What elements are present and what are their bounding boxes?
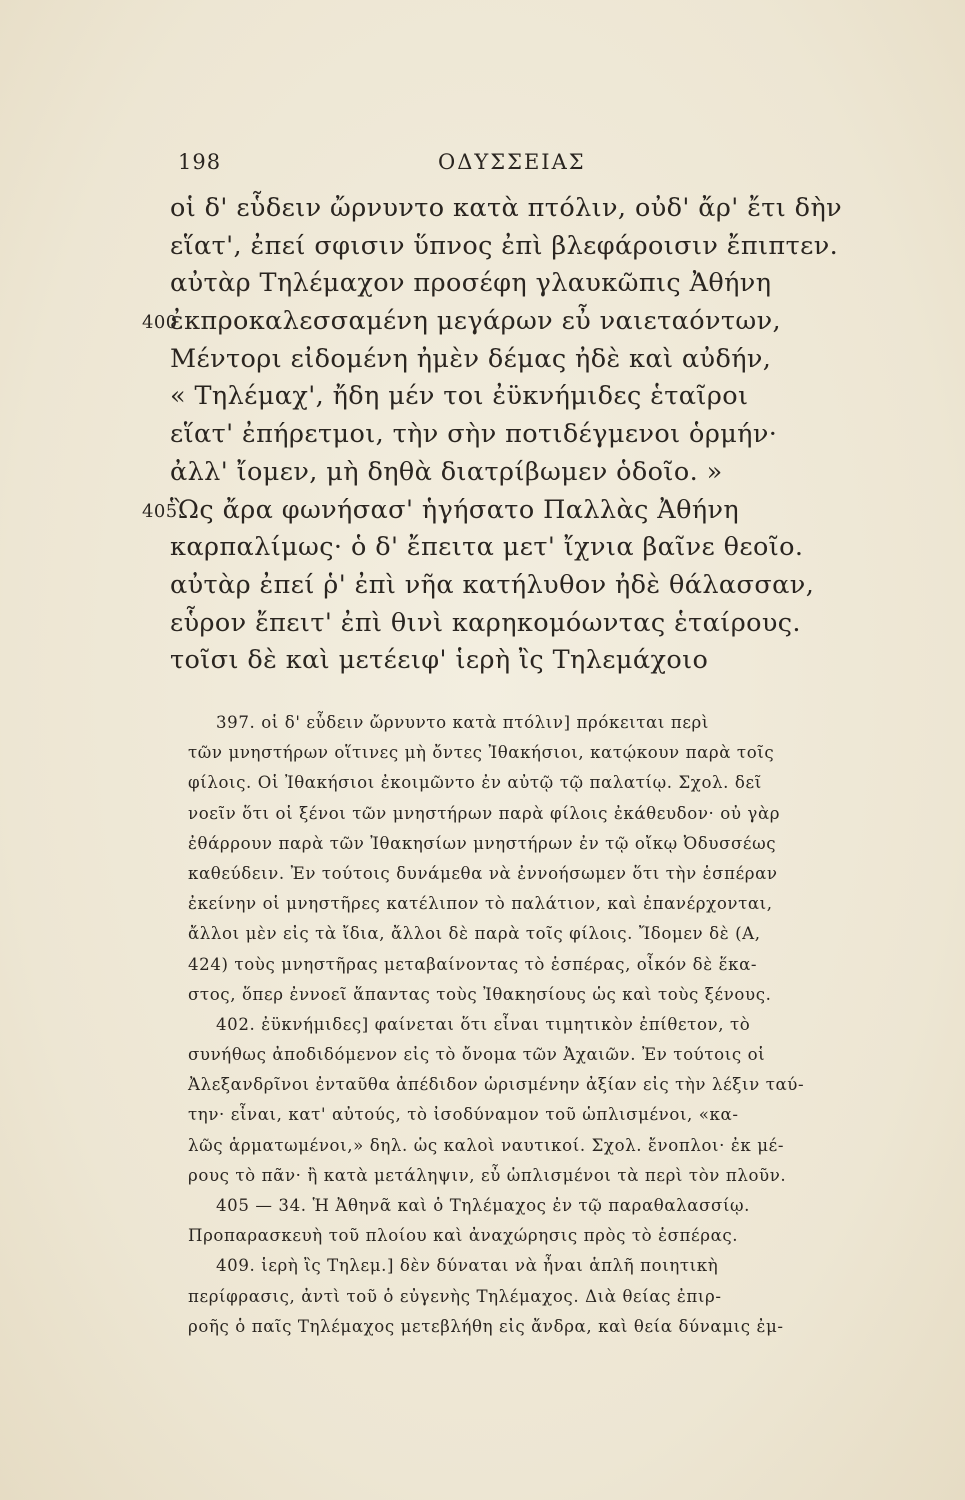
commentary-line: λῶς ἁρματωμένοι,» δηλ. ὡς καλοὶ ναυτικοί. Σχολ. ἔνοπλοι· ἐκ μέ- (188, 1135, 785, 1155)
verse-line-text: αὐτὰρ Τηλέμαχον προσέφη γλαυκῶπις Ἀθήνη (170, 268, 772, 299)
verse-line-number: 405 (142, 500, 178, 522)
commentary-line: ροῆς ὁ παῖς Τηλέμαχος μετεβλήθη εἰς ἄνδρα, καὶ θεία δύναμις ἐμ- (188, 1316, 784, 1336)
commentary-line: Προπαρασκευὴ τοῦ πλοίου καὶ ἀναχώρησις πρὸς τὸ ἑσπέρας. (188, 1226, 739, 1246)
verse-line (170, 642, 810, 680)
commentary-line: ἐθάρρουν παρὰ τῶν Ἰθακησίων μνηστήρων ἐν τῷ οἴκῳ Ὀδυσσέως (188, 833, 777, 853)
verse-line-text: « Τηλέμαχ', ἤδη μέν τοι ἐϋκνήμιδες ἑταῖροι (170, 381, 749, 412)
commentary-line: Ἀλεξανδρῖνοι ἐνταῦθα ἀπέδιδον ὡρισμένην ἀξίαν εἰς τὴν λέξιν ταύ- (188, 1075, 805, 1095)
verse-line-number: 400 (142, 312, 178, 334)
commentary-line: νοεῖν ὅτι οἱ ξένοι τῶν μνηστήρων παρὰ φίλοις ἐκάθευδον· οὐ γὰρ (188, 803, 781, 823)
commentary-line: στος, ὅπερ ἐννοεῖ ἅπαντας τοὺς Ἰθακησίους ὡς καὶ τοὺς ξένους. (188, 984, 772, 1004)
verse-line-text: ἐκπροκαλεσσαμένη μεγάρων εὖ ναιεταόντων, (170, 306, 782, 337)
verse-line (170, 567, 815, 605)
commentary-line: 397. οἱ δ' εὗδειν ὤρνυντο κατὰ πτόλιν] πρόκειται περὶ (216, 713, 709, 732)
commentary-line: τῶν μνηστήρων οἵτινες μὴ ὄντες Ἰθακήσιοι, κατῴκουν παρὰ τοῖς (188, 743, 775, 763)
verse-line (170, 228, 839, 266)
verse-line (170, 265, 810, 303)
verse-line (142, 492, 810, 530)
verse-line (170, 341, 810, 379)
verse-line-text: αὐτὰρ ἐπεί ῥ' ἐπὶ νῆα κατήλυθον ἠδὲ θάλασσαν, (170, 569, 815, 600)
verse-line (170, 529, 810, 567)
verse-line-text: ἀλλ' ἴομεν, μὴ δηθὰ διατρίβωμεν ὁδοῖο. » (170, 456, 723, 487)
verse-line-text: Μέντορι εἰδομένη ἠμὲν δέμας ἠδὲ καὶ αὐδήν, (170, 343, 772, 374)
verse-line-text: εἵατ', ἐπεί σφισιν ὕπνος ἐπὶ βλεφάροισιν ἔπιπτεν. (170, 230, 839, 261)
commentary-block (188, 708, 824, 1342)
commentary-line: ρους τὸ πᾶν· ἢ κατὰ μετάληψιν, εὖ ὡπλισμένοι τὰ περὶ τὸν πλοῦν. (188, 1165, 787, 1185)
commentary-line: 424) τοὺς μνηστῆρας μεταβαίνοντας τὸ ἑσπέρας, οἶκόν δὲ ἕκα- (188, 954, 758, 974)
verse-line (170, 416, 810, 454)
verse-line (170, 378, 810, 416)
verse-line-text: εὗρον ἔπειτ' ἐπὶ θινὶ καρηκομόωντας ἑταίρους. (170, 607, 801, 638)
verse-line-text: καρπαλίμως· ὁ δ' ἔπειτα μετ' ἴχνια βαῖνε θεοῖο. (170, 532, 804, 563)
commentary-line: συνήθως ἀποδιδόμενον εἰς τὸ ὄνομα τῶν Ἀχαιῶν. Ἐν τούτοις οἱ (188, 1045, 766, 1065)
page-number: 198 (178, 150, 222, 174)
commentary-line: ἐκείνην οἱ μνηστῆρες κατέλιπον τὸ παλάτιον, καὶ ἐπανέρχονται, (188, 894, 773, 914)
commentary-line: 402. ἐϋκνήμιδες] φαίνεται ὅτι εἶναι τιμητικὸν ἐπίθετον, τὸ (216, 1014, 751, 1034)
commentary-line: 405 — 34. Ἡ Ἀθηνᾶ καὶ ὁ Τηλέμαχος ἐν τῷ παραθαλασσίῳ. (216, 1196, 751, 1215)
verse-line-text: τοῖσι δὲ καὶ μετέειφ' ἱερὴ ἲς Τηλεμάχοιο (170, 645, 709, 676)
verse-line-text: εἵατ' ἐπήρετμοι, τὴν σὴν ποτιδέγμενοι ὁρμήν· (170, 419, 778, 450)
verse-text-block (142, 190, 843, 680)
commentary-line: 409. ἱερὴ ἲς Τηλεμ.] δὲν δύναται νὰ ἦναι ἁπλῆ ποιητικὴ (216, 1256, 719, 1276)
running-title: ΟΔΥΣΣΕΙΑΣ (438, 150, 586, 174)
verse-line-text: Ὣς ἄρα φωνήσασ' ἡγήσατο Παλλὰς Ἀθήνη (170, 494, 740, 525)
verse-line (142, 303, 810, 341)
commentary-line: φίλοις. Οἱ Ἰθακήσιοι ἐκοιμῶντο ἐν αὐτῷ τῷ παλατίῳ. Σχολ. δεῖ (188, 773, 762, 793)
page-header (178, 150, 768, 180)
commentary-line: ἄλλοι μὲν εἰς τὰ ἴδια, ἄλλοι δὲ παρὰ τοῖς φίλοις. Ἴδομεν δὲ (Α, (188, 924, 761, 944)
verse-line (170, 454, 810, 492)
commentary-line: την· εἶναι, κατ' αὐτούς, τὸ ἰσοδύναμον τοῦ ὡπλισμένοι, «κα- (188, 1105, 739, 1125)
commentary-line: καθεύδειν. Ἐν τούτοις δυνάμεθα νὰ ἐννοήσωμεν ὅτι τὴν ἑσπέραν (188, 863, 778, 883)
verse-line-text: οἱ δ' εὗδειν ὤρνυντο κατὰ πτόλιν, οὐδ' ἄρ' ἔτι δὴν (170, 193, 843, 223)
verse-line (170, 605, 810, 643)
verse-line (170, 190, 843, 228)
commentary-line: περίφρασις, ἀντὶ τοῦ ὁ εὐγενὴς Τηλέμαχος. Διὰ θείας ἐπιρ- (188, 1286, 722, 1306)
